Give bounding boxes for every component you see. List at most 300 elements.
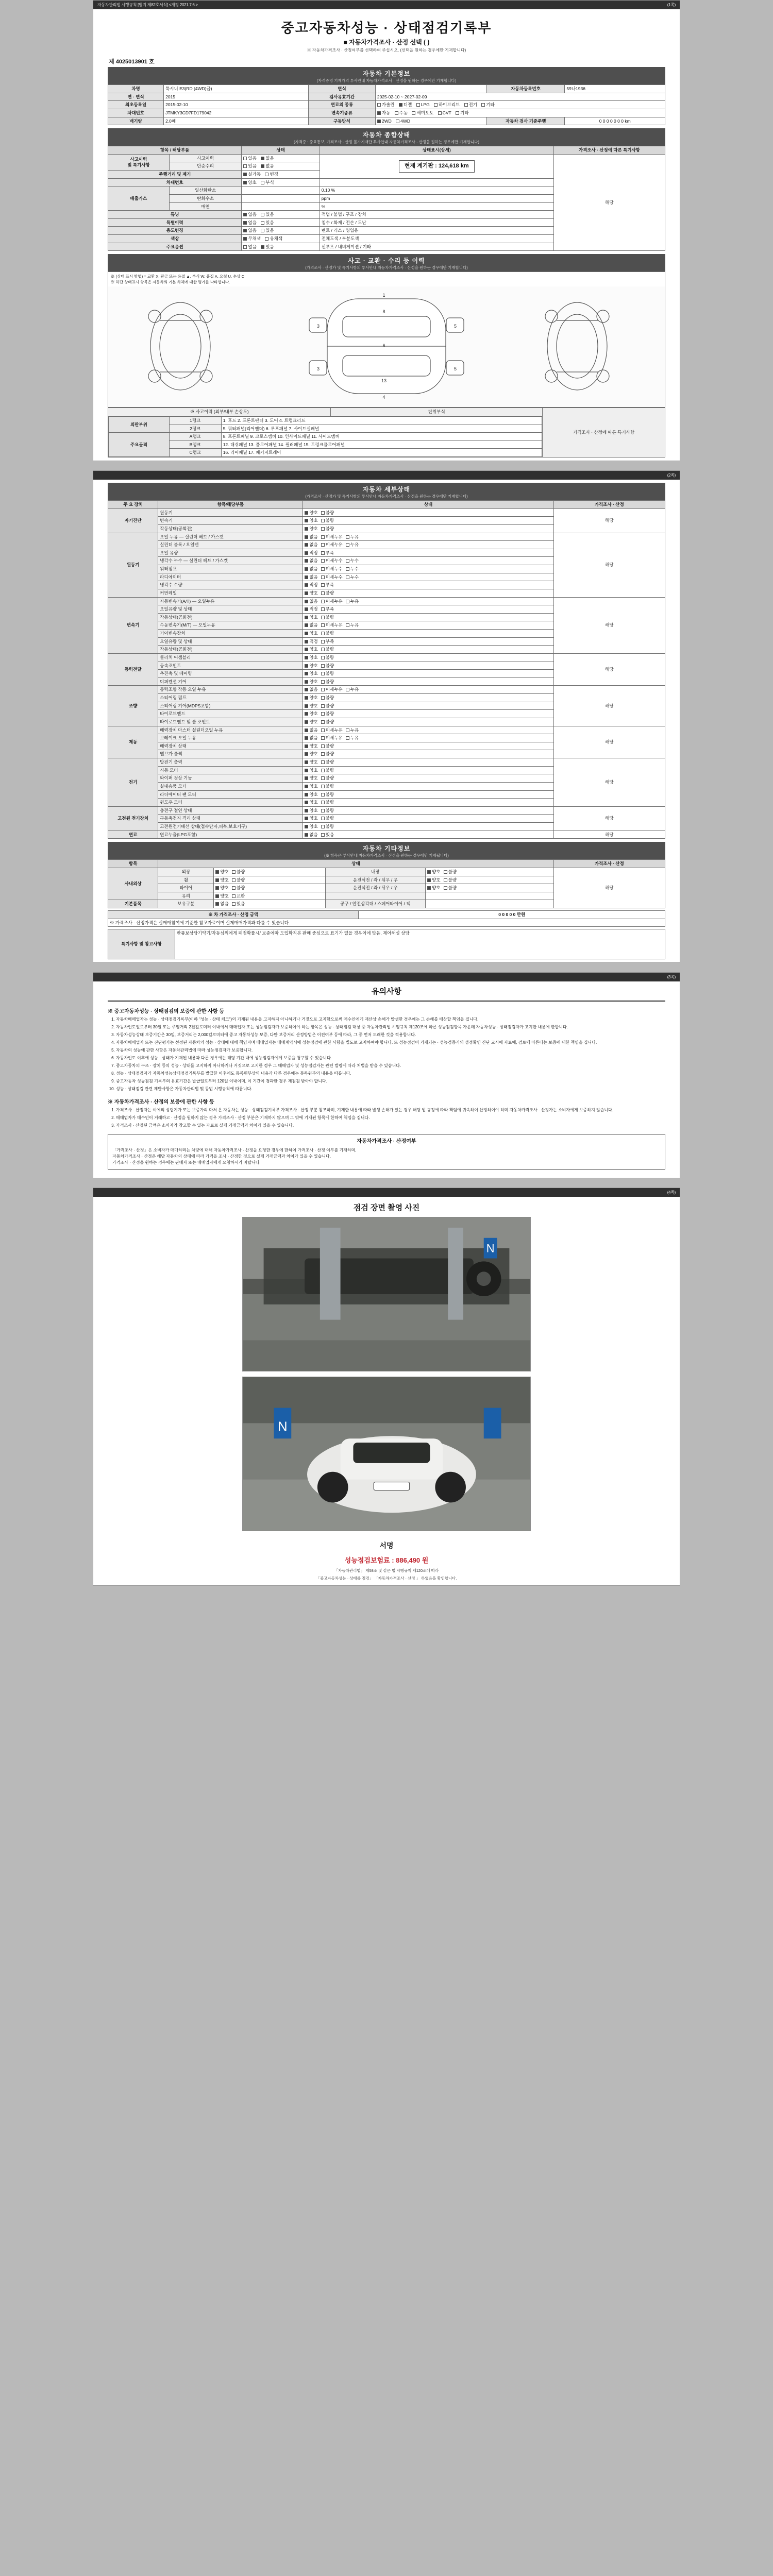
checkbox-미세누유[interactable]: 미세누유 [321, 687, 343, 692]
page-number-3: (3쪽) [667, 975, 676, 980]
row-simple-repair: 단순수리 [169, 162, 242, 171]
inspection-fee-value: 886,490 원 [396, 1556, 429, 1565]
label-accident-history: 사고이력 및 특기사항 [108, 154, 170, 170]
checkbox-color-achromatic[interactable]: 무채색 [243, 236, 261, 242]
detail-status[interactable] [303, 613, 553, 621]
checkbox-양호[interactable]: 양호 [305, 655, 317, 660]
checkbox-불량[interactable]: 불량 [321, 784, 334, 789]
detail-part: 구동축전지 격리 상태 [158, 815, 303, 823]
other-state-1[interactable] [214, 876, 325, 884]
state-co [242, 187, 320, 195]
section-basic-header [108, 67, 665, 84]
checkbox-없음[interactable]: 없음 [215, 901, 228, 907]
state-vin[interactable] [242, 178, 320, 187]
table-row [108, 154, 665, 162]
detail-status[interactable] [303, 790, 553, 799]
page-number-2: (2쪽) [667, 473, 676, 478]
detail-co: 0.10 % [320, 187, 553, 195]
footer-line-1: 「자동차관리법」 제58조 및 같은 법 시행규칙 제120조에 따라 [334, 1568, 439, 1573]
car-damage-diagram[interactable] [108, 286, 665, 408]
checkbox-fuel-electric[interactable]: 전기 [464, 102, 477, 108]
table-row [108, 758, 665, 767]
checkbox-미세누수[interactable]: 미세누수 [321, 574, 343, 580]
checkbox-양호[interactable]: 양호 [305, 590, 317, 596]
checkbox-불량[interactable]: 불량 [321, 615, 334, 620]
checkbox-누유[interactable]: 누유 [346, 687, 359, 692]
section-other-sub: (※ 항목은 부사안내 자동차가격조사 · 산정을 원하는 경우에만 기재됩니다) [324, 853, 449, 858]
notice-price-item: 2. 매매업자가 매수인이 거래하고 · 산정을 원하지 않는 경우 가격조사 · 산정 부분은 기재하지 않으며 그 밖에 기재된 항목에 한하여 책임을 집니다. [116, 1115, 665, 1121]
detail-part: 시동 모터 [158, 766, 303, 774]
rank-1: 1랭크 [169, 416, 221, 425]
label-drive: 구동방식 [309, 117, 376, 125]
inspection-fee [108, 1553, 665, 1567]
other-group-exterior: 사내외상 [108, 868, 158, 900]
detail-status[interactable] [303, 734, 553, 742]
checkbox-양호[interactable]: 양호 [305, 679, 317, 685]
detail-status[interactable] [303, 549, 553, 557]
checkbox-양호[interactable]: 양호 [305, 526, 317, 532]
checkbox-양호[interactable]: 양호 [305, 671, 317, 676]
checkbox-불량[interactable]: 불량 [444, 885, 457, 891]
col-remark: 가격조사 · 산정에 따른 특기사항 [553, 146, 665, 155]
checkbox-양호[interactable]: 양호 [305, 711, 317, 717]
detail-status[interactable] [303, 662, 553, 670]
note-accident-right: 가격조사 · 산정에 따른 특기사항 [543, 408, 665, 457]
checkbox-불량[interactable]: 불량 [321, 526, 334, 532]
detail-part: 오일유량 및 상태 [158, 605, 303, 614]
detail-status[interactable] [303, 823, 553, 831]
detail-status[interactable] [303, 597, 553, 605]
checkbox-양호[interactable]: 양호 [305, 784, 317, 789]
checkbox-special-yes[interactable]: 있음 [261, 220, 274, 226]
detail-part: 오일 누유 — 실린더 헤드 / 가스켓 [158, 533, 303, 541]
value-vin: JTMKY3CD7FD179042 [164, 109, 309, 117]
checkbox-color-chromatic[interactable]: 유채색 [265, 236, 282, 242]
checkbox-불량[interactable]: 불량 [232, 877, 245, 883]
checkbox-drive-4wd[interactable]: 4WD [396, 118, 410, 124]
checkbox-trans-cvt[interactable]: CVT [438, 110, 451, 116]
checkbox-불량[interactable]: 불량 [232, 885, 245, 891]
detail-status[interactable] [303, 799, 553, 807]
signature-title: 서명 [379, 1541, 394, 1550]
checkbox-누유[interactable]: 누유 [346, 534, 359, 540]
notice-warranty-item: 9. 중고자동차 성능점검 기록부의 유효기간은 발급일로부터 120일 이내이며, 이 기간이 경과한 경우 재점검 받아야 합니다. [116, 1078, 665, 1084]
detail-part: 동력조향 작동 오일 누유 [158, 686, 303, 694]
detail-status[interactable] [303, 750, 553, 758]
checkbox-trans-auto[interactable]: 자동 [377, 110, 390, 116]
checkbox-불량[interactable]: 불량 [321, 768, 334, 773]
detail-status[interactable] [303, 565, 553, 573]
checkbox-fuel-gasoline[interactable]: 가솔린 [377, 102, 395, 108]
doc-no-value: 4025013901 [115, 59, 147, 65]
checkbox-불량[interactable]: 불량 [444, 869, 457, 875]
table-row [109, 449, 542, 457]
checkbox-불량[interactable]: 불량 [321, 824, 334, 829]
checkbox-fuel-hybrid[interactable]: 하이브리드 [434, 102, 460, 108]
checkbox-미세누수[interactable]: 미세누수 [321, 558, 343, 564]
svg-text:8: 8 [382, 309, 385, 315]
checkbox-적정[interactable]: 적정 [305, 582, 317, 588]
notice-warranty-item: 8. 성능 · 상태점검자가 자동차성능상태점검기록부를 발급한 이후에도 등록원부상의 내용과 다른 경우에는 등록원부의 내용을 따릅니다. [116, 1071, 665, 1077]
detail-status[interactable] [303, 694, 553, 702]
page-2 [93, 470, 680, 963]
label-emission: 배출가스 [108, 187, 170, 211]
checkbox-없음[interactable]: 없음 [305, 558, 317, 564]
svg-text:4: 4 [382, 395, 385, 400]
detail-status[interactable] [303, 653, 553, 662]
checkbox-양호[interactable]: 양호 [215, 885, 228, 891]
checkbox-usage-no[interactable]: 없음 [243, 228, 256, 233]
checkbox-누유[interactable]: 누유 [346, 599, 359, 604]
other-part-1: 타이어 [158, 884, 214, 892]
other-part-2: 운전석전 / 좌 / 뒤우 / 우 [325, 876, 426, 884]
detail-remark: 해당 [553, 758, 665, 807]
detail-status[interactable] [303, 815, 553, 823]
checkbox-양호[interactable]: 양호 [305, 816, 317, 821]
checkbox-불량[interactable]: 불량 [321, 663, 334, 669]
checkbox-양호[interactable]: 양호 [427, 869, 440, 875]
detail-group-7: 고전원 전기장치 [108, 806, 158, 831]
checkbox-불량[interactable]: 불량 [321, 800, 334, 805]
checkbox-미세누유[interactable]: 미세누유 [321, 542, 343, 548]
checkbox-불량[interactable]: 불량 [321, 759, 334, 765]
checkbox-불량[interactable]: 불량 [321, 647, 334, 652]
state-usage[interactable] [242, 227, 320, 235]
detail-status[interactable] [303, 806, 553, 815]
checkbox-미세누수[interactable]: 미세누수 [321, 566, 343, 572]
checkbox-부족[interactable]: 부족 [321, 606, 334, 612]
checkbox-vin-corrosion[interactable]: 부식 [261, 180, 274, 185]
checkbox-불량[interactable]: 불량 [321, 510, 334, 516]
other-state-2[interactable] [426, 868, 554, 876]
document-subtitle [108, 38, 665, 53]
detail-status[interactable] [303, 646, 553, 654]
form-reference: 자동차관리법 시행규칙 [별지 제82호서식] <개정 2021.7.6.> [97, 3, 198, 7]
section-detail-title: 자동차 세부상태 [362, 486, 411, 493]
other-state-1[interactable] [214, 892, 325, 900]
detail-part: 스티어링 기어(MDPS포함) [158, 702, 303, 710]
checkbox-fuel-lpg[interactable]: LPG [416, 102, 430, 108]
checkbox-불량[interactable]: 불량 [321, 679, 334, 685]
detail-status[interactable] [303, 605, 553, 614]
checkbox-적정[interactable]: 적정 [305, 550, 317, 556]
state-special[interactable] [242, 218, 320, 227]
checkbox-양호[interactable]: 양호 [305, 800, 317, 805]
photo-section-title: 점검 장면 촬영 사진 [353, 1204, 420, 1213]
checkbox-양호[interactable]: 양호 [305, 792, 317, 798]
detail-remark: 해당 [553, 653, 665, 686]
checkbox-없음[interactable]: 없음 [305, 574, 317, 580]
detail-status[interactable] [303, 637, 553, 646]
state-simple-repair[interactable] [242, 162, 320, 171]
detail-status[interactable] [303, 630, 553, 638]
other-state-1[interactable] [214, 884, 325, 892]
other-state-2[interactable] [426, 884, 554, 892]
checkbox-accident-no[interactable]: 없음 [261, 156, 274, 161]
checkbox-불량[interactable]: 불량 [444, 877, 457, 883]
notice-price-item: 3. 가격조사 · 산정된 금액은 소비자가 참고할 수 있는 자료로 실제 거래금액과 차이가 있을 수 있습니다. [116, 1123, 665, 1129]
checkbox-있음[interactable]: 있음 [321, 832, 334, 838]
checkbox-양호[interactable]: 양호 [427, 885, 440, 891]
detail-status[interactable] [303, 581, 553, 589]
checkbox-불량[interactable]: 불량 [321, 808, 334, 814]
table-row [109, 440, 542, 449]
note-accident-mid: 단위부식 [331, 408, 543, 416]
section-detail-header [108, 483, 665, 500]
state-accident[interactable] [242, 154, 320, 162]
state-mileage[interactable] [242, 171, 320, 179]
rank-1-items: 1. 후드 2. 프론트팬더 3. 도어 4. 트렁크리드 [221, 416, 542, 425]
checkbox-누유[interactable]: 누유 [346, 735, 359, 741]
other-part-1: 보유구분 [158, 900, 214, 908]
label-mileage: 주행거리 및 계기 [108, 171, 242, 179]
detail-status[interactable] [303, 509, 553, 517]
car-diagram-svg [124, 290, 649, 403]
checkbox-양호[interactable]: 양호 [305, 768, 317, 773]
diagram-legend [108, 272, 665, 286]
checkbox-양호[interactable]: 양호 [305, 695, 317, 701]
table-row [108, 919, 665, 927]
detail-part: 배력장치 마스터 실린더오일 누유 [158, 726, 303, 734]
detail-remark: 해당 [553, 831, 665, 839]
checkbox-fuel-diesel[interactable]: 디젤 [399, 102, 412, 108]
checkbox-불량[interactable]: 불량 [321, 719, 334, 725]
checkbox-없음[interactable]: 없음 [305, 622, 317, 628]
checkbox-불량[interactable]: 불량 [321, 695, 334, 701]
checkbox-누수[interactable]: 누수 [346, 566, 359, 572]
detail-status[interactable] [303, 677, 553, 686]
checkbox-없음[interactable]: 없음 [305, 542, 317, 548]
col-major-device: 주 요 장치 [108, 501, 158, 509]
checkbox-없음[interactable]: 없음 [305, 735, 317, 741]
notice-warranty-item: 2. 자동차인도일로부터 30일 또는 주행거리 2천킬로미터 이내에서 매매업자 또는 성능점검자가 보증하여야 하는 항목은 성능 · 상태점검 대상 중 자동차관리법 시행규칙 제120조에 따른 성능점검항목 가운데 자동차성능 · 상태점검자가 고지한 내용에 한합니다. [116, 1024, 665, 1030]
checkbox-없음[interactable]: 없음 [305, 832, 317, 838]
checkbox-양호[interactable]: 양호 [305, 824, 317, 829]
detail-status[interactable] [303, 766, 553, 774]
label-inspection-period: 검사유효기간 [309, 93, 376, 101]
checkbox-accident-yes[interactable]: 있음 [243, 156, 256, 161]
other-state-1[interactable] [214, 900, 325, 908]
checkbox-있음[interactable]: 있음 [232, 901, 245, 907]
detail-status[interactable] [303, 621, 553, 630]
detail-status[interactable] [303, 670, 553, 678]
label-mileage-std: 자동차 검사 기준주행 [487, 117, 565, 125]
checkbox-없음[interactable]: 없음 [305, 687, 317, 692]
svg-text:3: 3 [317, 366, 320, 372]
checkbox-양호[interactable]: 양호 [215, 877, 228, 883]
detail-part: 수동변속기(M/T) — 오일누유 [158, 621, 303, 630]
section-accident-title: 사고 · 교환 · 수리 등 이력 [348, 257, 425, 265]
svg-text:3: 3 [317, 324, 320, 329]
checkbox-불량[interactable]: 불량 [321, 590, 334, 596]
label-fueltype: 연료의 종류 [309, 101, 376, 109]
checkbox-불량[interactable]: 불량 [321, 631, 334, 636]
checkbox-vin-good[interactable]: 양호 [243, 180, 256, 185]
overall-table [108, 146, 665, 251]
detail-status[interactable] [303, 758, 553, 767]
checkbox-양호[interactable]: 양호 [427, 877, 440, 883]
checkbox-불량[interactable]: 불량 [321, 792, 334, 798]
checkbox-부족[interactable]: 부족 [321, 550, 334, 556]
checkbox-적정[interactable]: 적정 [305, 639, 317, 645]
detail-remark: 해당 [553, 533, 665, 597]
checkbox-양호[interactable]: 양호 [305, 615, 317, 620]
checkbox-불량[interactable]: 불량 [321, 703, 334, 709]
label-carname: 차명 [108, 85, 164, 93]
checkbox-trans-semi[interactable]: 세미오토 [412, 110, 433, 116]
checkbox-options-yes[interactable]: 있음 [261, 244, 274, 250]
checkbox-tuning-yes[interactable]: 있음 [261, 212, 274, 217]
other-part-2 [325, 892, 426, 900]
checkbox-repair-no[interactable]: 없음 [261, 163, 274, 169]
page-3-strip [93, 973, 680, 981]
other-part-2: 공구 / 안전삼각대 / 스페어타이어 / 잭 [325, 900, 426, 908]
detail-part: 스티어링 펌프 [158, 694, 303, 702]
detail-part: 오일유량 및 상태 [158, 637, 303, 646]
footer-line-2: 「중고자동차성능 · 상태를 점검」 「자동차가격조사 · 산정 」 하였음을 확인합니다. [316, 1576, 457, 1581]
label-tuning: 튜닝 [108, 211, 242, 219]
checkbox-양호[interactable]: 양호 [305, 663, 317, 669]
checkbox-drive-2wd[interactable]: 2WD [377, 118, 392, 124]
checkbox-양호[interactable]: 양호 [305, 631, 317, 636]
price-survey-line-2: 자동차가격조사 · 산정은 해당 자동차의 상태에 따라 가격을 조사 · 산정한 것으로 실제 거래금액과 차이가 있을 수 있습니다. [112, 1154, 331, 1159]
detail-status[interactable] [303, 517, 553, 525]
checkbox-repair-yes[interactable]: 있음 [243, 163, 256, 169]
checkbox-불량[interactable]: 불량 [321, 743, 334, 749]
checkbox-누유[interactable]: 누유 [346, 542, 359, 548]
value-year [375, 85, 486, 93]
checkbox-양호[interactable]: 양호 [305, 759, 317, 765]
checkbox-미세누유[interactable]: 미세누유 [321, 622, 343, 628]
state-options[interactable] [242, 243, 320, 251]
value-fueltype [375, 101, 665, 109]
checkbox-불량[interactable]: 불량 [321, 775, 334, 781]
checkbox-special-no[interactable]: 없음 [243, 220, 256, 226]
detail-status[interactable] [303, 774, 553, 783]
remark-overall: 해당 [553, 154, 665, 251]
checkbox-부족[interactable]: 부족 [321, 582, 334, 588]
checkbox-불량[interactable]: 불량 [321, 751, 334, 757]
checkbox-mileage-changed[interactable]: 변경 [265, 172, 278, 177]
detail-status[interactable] [303, 686, 553, 694]
checkbox-누유[interactable]: 누유 [346, 622, 359, 628]
checkbox-양호[interactable]: 양호 [305, 808, 317, 814]
checkbox-trans-etc[interactable]: 기타 [456, 110, 468, 116]
checkbox-없음[interactable]: 없음 [305, 599, 317, 604]
checkbox-양호[interactable]: 양호 [215, 893, 228, 899]
checkbox-미세누유[interactable]: 미세누유 [321, 599, 343, 604]
checkbox-불량[interactable]: 불량 [321, 711, 334, 717]
checkbox-없음[interactable]: 없음 [305, 566, 317, 572]
detail-status[interactable] [303, 710, 553, 718]
detail-status[interactable] [303, 589, 553, 597]
checkbox-없음[interactable]: 없음 [305, 534, 317, 540]
value-drive [375, 117, 486, 125]
label-modelyear: 연 · 연식 [108, 93, 164, 101]
checkbox-양호[interactable]: 양호 [305, 743, 317, 749]
checkbox-미세누유[interactable]: 미세누유 [321, 727, 343, 733]
label-platenumber: 자동차등록번호 [487, 85, 565, 93]
checkbox-fuel-etc[interactable]: 기타 [481, 102, 494, 108]
detail-status[interactable] [303, 782, 553, 790]
detail-status[interactable] [303, 726, 553, 734]
checkbox-양호[interactable]: 양호 [305, 703, 317, 709]
checkbox-양호[interactable]: 양호 [305, 510, 317, 516]
other-state-1[interactable] [214, 868, 325, 876]
checkbox-options-no[interactable]: 없음 [243, 244, 256, 250]
checkbox-양호[interactable]: 양호 [305, 647, 317, 652]
detail-status[interactable] [303, 524, 553, 533]
checkbox-없음[interactable]: 없음 [305, 727, 317, 733]
other-state-2[interactable] [426, 900, 554, 908]
table-row [108, 109, 665, 117]
checkbox-불량[interactable]: 불량 [232, 869, 245, 875]
detail-part: 와이퍼 정상 기능 [158, 774, 303, 783]
section-detail-sub: (가격조사 · 산정가 및 특기사항의 투사안내 자동차가격조사 · 산정을 원하는 경우에만 기재합니다) [305, 494, 468, 499]
checkbox-적정[interactable]: 적정 [305, 606, 317, 612]
detail-status[interactable] [303, 541, 553, 549]
detail-status[interactable] [303, 702, 553, 710]
table-row [108, 533, 665, 541]
checkbox-누수[interactable]: 누수 [346, 574, 359, 580]
checkbox-불량[interactable]: 불량 [321, 518, 334, 523]
detail-status[interactable] [303, 533, 553, 541]
detail-status[interactable] [303, 742, 553, 750]
rank-c-items: 16. 리어패널 17. 패키지트레이 [221, 449, 542, 457]
state-smoke [242, 202, 320, 211]
other-part-1: 휠 [158, 876, 214, 884]
detail-status[interactable] [303, 718, 553, 726]
checkbox-불량[interactable]: 불량 [321, 816, 334, 821]
detail-part: 실린더 블록 / 오일팬 [158, 541, 303, 549]
state-color[interactable] [242, 235, 320, 243]
table-row [108, 686, 665, 694]
detail-status[interactable] [303, 557, 553, 565]
state-tuning[interactable] [242, 211, 320, 219]
checkbox-교환[interactable]: 교환 [232, 893, 245, 899]
checkbox-누유[interactable]: 누유 [346, 727, 359, 733]
other-state-2[interactable] [426, 876, 554, 884]
detail-group-5: 제동 [108, 726, 158, 758]
detail-part: 발전기 출력 [158, 758, 303, 767]
checkbox-불량[interactable]: 불량 [321, 671, 334, 676]
diagram-footer-table [108, 408, 665, 457]
checkbox-trans-manual[interactable]: 수동 [395, 110, 408, 116]
checkbox-usage-yes[interactable]: 있음 [261, 228, 274, 233]
checkbox-양호[interactable]: 양호 [305, 518, 317, 523]
detail-status[interactable] [303, 573, 553, 581]
detail-status[interactable] [303, 831, 553, 839]
section-accident-sub: (가격조사 · 산정가 및 특기사항의 투사안내 자동차가격조사 · 산정을 원하는 경우에만 기재합니다) [305, 265, 468, 270]
checkbox-양호[interactable]: 양호 [305, 775, 317, 781]
other-state-2[interactable] [426, 892, 554, 900]
detail-part: 냉각수 누수 — 실린더 헤드 / 가스켓 [158, 557, 303, 565]
checkbox-미세누유[interactable]: 미세누유 [321, 735, 343, 741]
checkbox-부족[interactable]: 부족 [321, 639, 334, 645]
checkbox-양호[interactable]: 양호 [305, 751, 317, 757]
checkbox-양호[interactable]: 양호 [305, 719, 317, 725]
checkbox-tuning-no[interactable]: 없음 [243, 212, 256, 217]
detail-tuning: 적법 / 불법 / 구조 / 장치 [320, 211, 553, 219]
checkbox-미세누유[interactable]: 미세누유 [321, 534, 343, 540]
checkbox-mileage-actual[interactable]: 실가동 [243, 172, 261, 177]
notice-warranty-item: 6. 자동차인도 이후에 성능 · 상태가 기재된 내용과 다른 경우에는 해당 기간 내에 성능점검자에게 보증을 청구할 수 있습니다. [116, 1055, 665, 1061]
checkbox-양호[interactable]: 양호 [215, 869, 228, 875]
checkbox-누수[interactable]: 누수 [346, 558, 359, 564]
checkbox-불량[interactable]: 불량 [321, 655, 334, 660]
document-subtitle-text: ■ 자동차가격조사 · 산정 선택 ( ) [343, 39, 430, 46]
label-special-history: 특별이력 [108, 218, 242, 227]
